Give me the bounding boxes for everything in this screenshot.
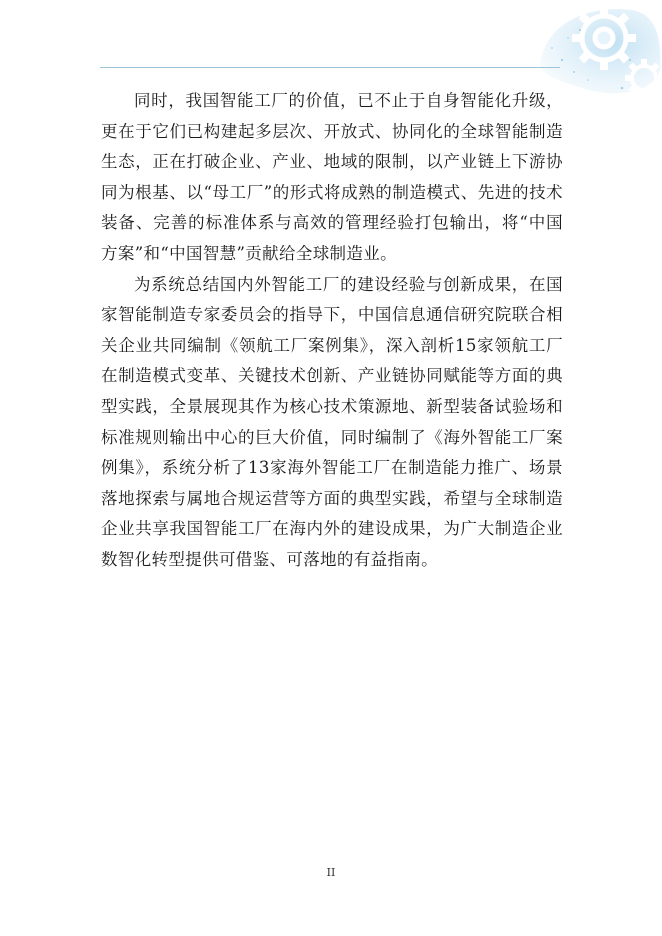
paragraph-1: 同时，我国智能工厂的价值，已不止于自身智能化升级，更在于它们已构建起多层次、开放式、协同化的全球智能制造生态，正在打破企业、产业、地域的限制，以产业链上下游协同为根基、以“母工厂”的形式将成熟的制造模式、先进的技术装备、完善的标准体系与高效的管理经验打包输出，将“中国方案”和“中国智慧”贡献给全球制造业。 <box>101 91 563 263</box>
paragraph-2: 为系统总结国内外智能工厂的建设经验与创新成果，在国家智能制造专家委员会的指导下，中国信息通信研究院联合相关企业共同编制《领航工厂案例集》，深入剖析15家领航工厂在制造模式变革、关键技术创新、产业链协同赋能等方面的典型实践，全景展现其作为核心技术策源地、新型装备试验场和标准规则输出中心的巨大价值，同时编制了《海外智能工厂案例集》，系统分析了13家海外智能工厂在制造能力推广、场景落地探索与属地合规运营等方面的典型实践，希望与全球制造企业共享我国智能工厂在海内外的建设成果，为广大制造企业数智化转型提供可借鉴、可落地的有益指南。 <box>101 274 563 569</box>
gears-watercolor-icon <box>522 0 662 100</box>
body-text <box>101 86 563 576</box>
header-rule <box>100 67 560 68</box>
page-number: II <box>326 866 336 879</box>
